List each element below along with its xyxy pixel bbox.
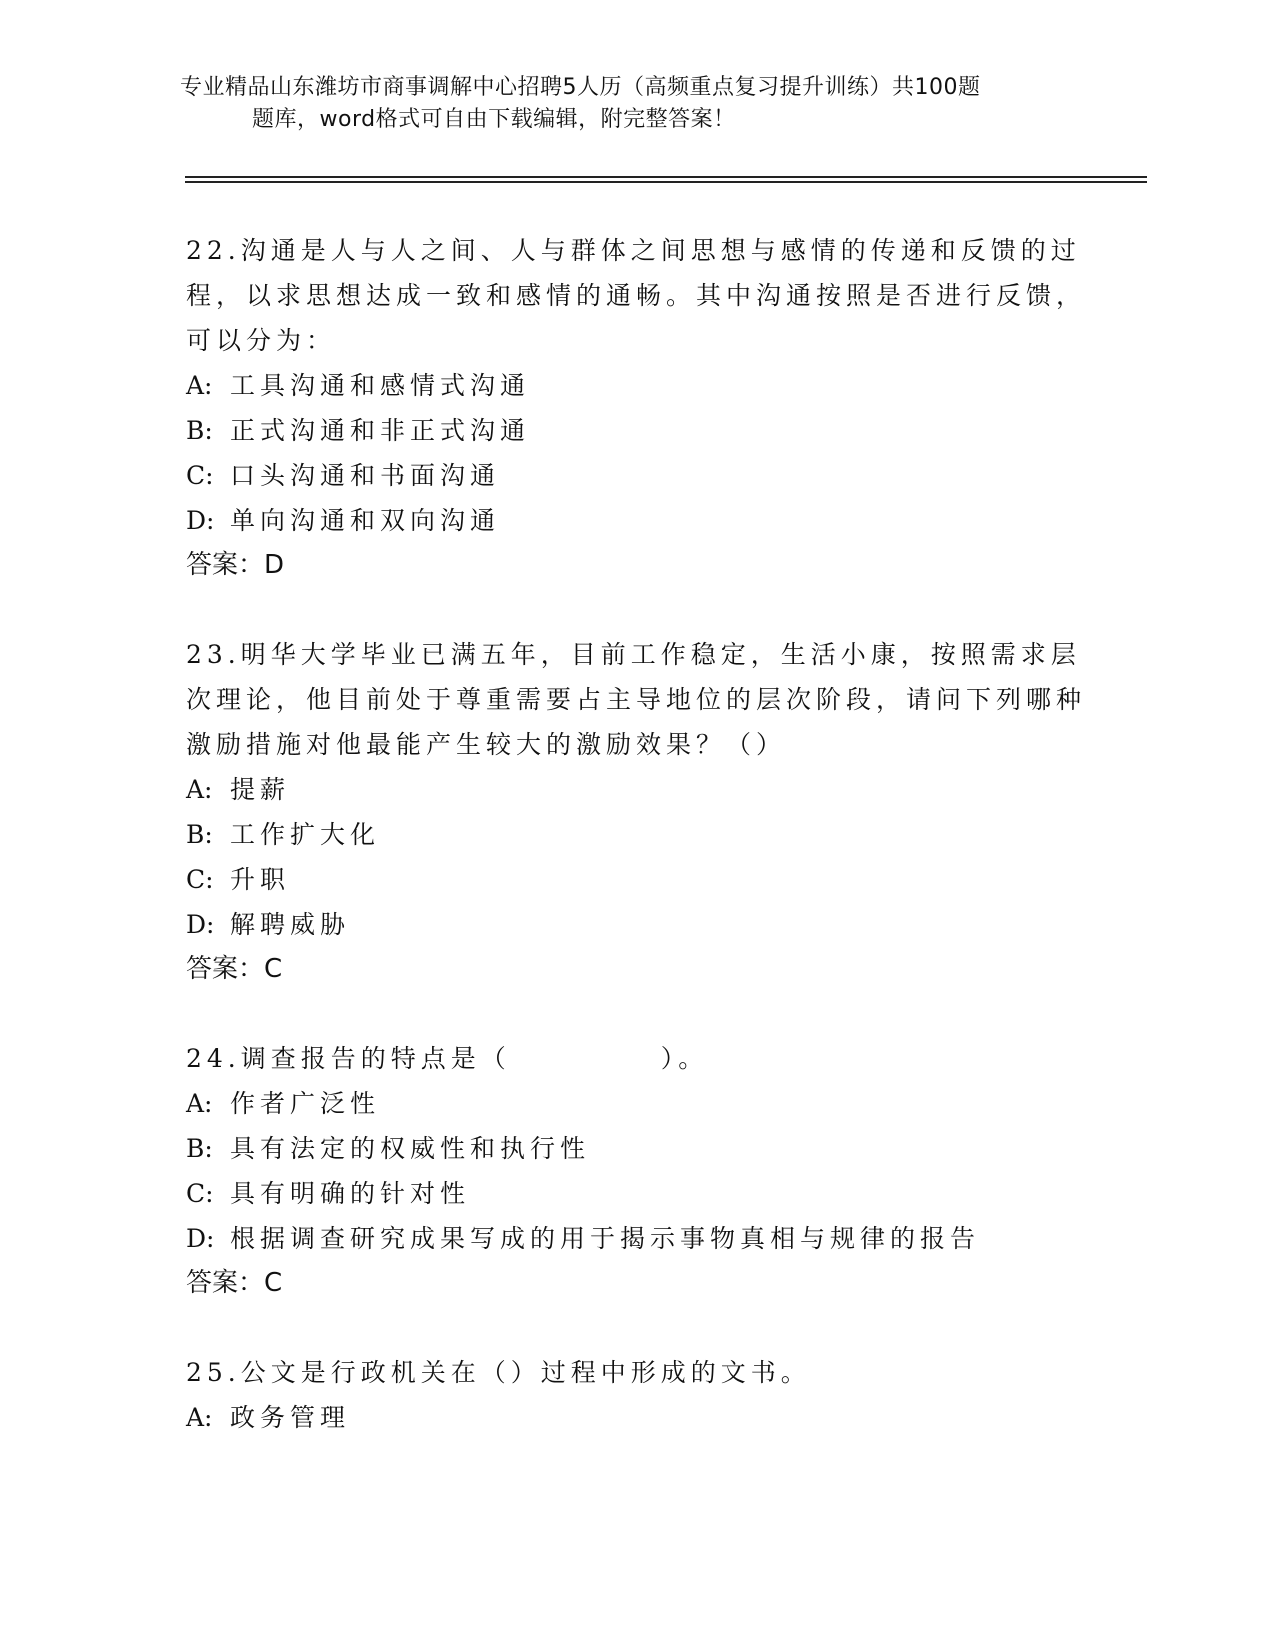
question-list [186,228,1086,1484]
question-text [186,228,1086,363]
header-title-line-2: 题库，word格式可自由下载编辑，附完整答案！ [252,107,736,132]
option-key: B: [186,416,213,445]
question-25 [186,1350,1086,1440]
header-divider-bottom [185,181,1147,183]
option-text: 正式沟通和非正式沟通 [230,416,531,445]
answer: 答案：C [186,1268,283,1298]
option-d [186,902,1086,947]
option-b [186,1126,1086,1171]
option-text: 根据调查研究成果写成的用于揭示事物真相与规律的报告 [230,1224,981,1253]
answer: 答案：C [186,954,283,984]
option-b [186,812,1086,857]
option-key: D: [186,506,215,535]
option-d [186,1216,1086,1261]
question-stem: 调查报告的特点是（ ）。 [240,1044,709,1073]
option-a [186,1081,1086,1126]
option-text: 解聘威胁 [230,910,351,939]
option-key: C: [186,1179,214,1208]
option-a [186,767,1086,812]
option-d [186,498,1086,543]
question-text [186,1350,1086,1395]
question-number: 22. [186,236,241,265]
option-text: 工具沟通和感情式沟通 [230,371,531,400]
option-key: B: [186,1134,213,1163]
option-text: 升职 [230,865,291,894]
option-key: A: [186,371,213,400]
option-key: A: [186,1403,213,1432]
option-a [186,363,1086,408]
question-22 [186,228,1086,588]
question-text [186,1036,1086,1081]
option-key: D: [186,910,215,939]
header-divider-top [185,176,1147,178]
question-number: 24. [186,1044,241,1073]
option-key: A: [186,775,213,804]
option-text: 作者广泛性 [230,1089,381,1118]
option-text: 具有明确的针对性 [230,1179,471,1208]
option-text: 工作扩大化 [230,820,381,849]
question-number: 23. [186,640,241,669]
answer: 答案：D [186,550,285,580]
option-key: C: [186,461,214,490]
header-title-line-1: 专业精品山东潍坊市商事调解中心招聘5人历（高频重点复习提升训练）共100题 [180,75,981,100]
option-text: 提薪 [230,775,291,804]
option-text: 具有法定的权威性和执行性 [230,1134,591,1163]
option-a [186,1395,1086,1440]
option-key: A: [186,1089,213,1118]
question-text [186,632,1086,767]
question-24 [186,1036,1086,1306]
option-c [186,857,1086,902]
option-key: D: [186,1224,215,1253]
option-key: C: [186,865,214,894]
question-number: 25. [186,1358,241,1387]
option-c [186,453,1086,498]
option-key: B: [186,820,213,849]
question-stem: 明华大学毕业已满五年，目前工作稳定，生活小康，按照需求层次理论，他目前处于尊重需要占主导地位的层次阶段，请问下列哪种激励措施对他最能产生较大的激励效果？（） [186,640,1087,759]
question-stem: 沟通是人与人之间、人与群体之间思想与感情的传递和反馈的过程，以求思想达成一致和感情的通畅。其中沟通按照是否进行反馈，可以分为： [186,236,1087,355]
option-b [186,408,1086,453]
option-text: 单向沟通和双向沟通 [230,506,501,535]
question-stem: 公文是行政机关在（）过程中形成的文书。 [240,1358,811,1387]
option-c [186,1171,1086,1216]
option-text: 政务管理 [230,1403,351,1432]
document-header [180,72,1080,136]
question-23 [186,632,1086,992]
option-text: 口头沟通和书面沟通 [230,461,501,490]
